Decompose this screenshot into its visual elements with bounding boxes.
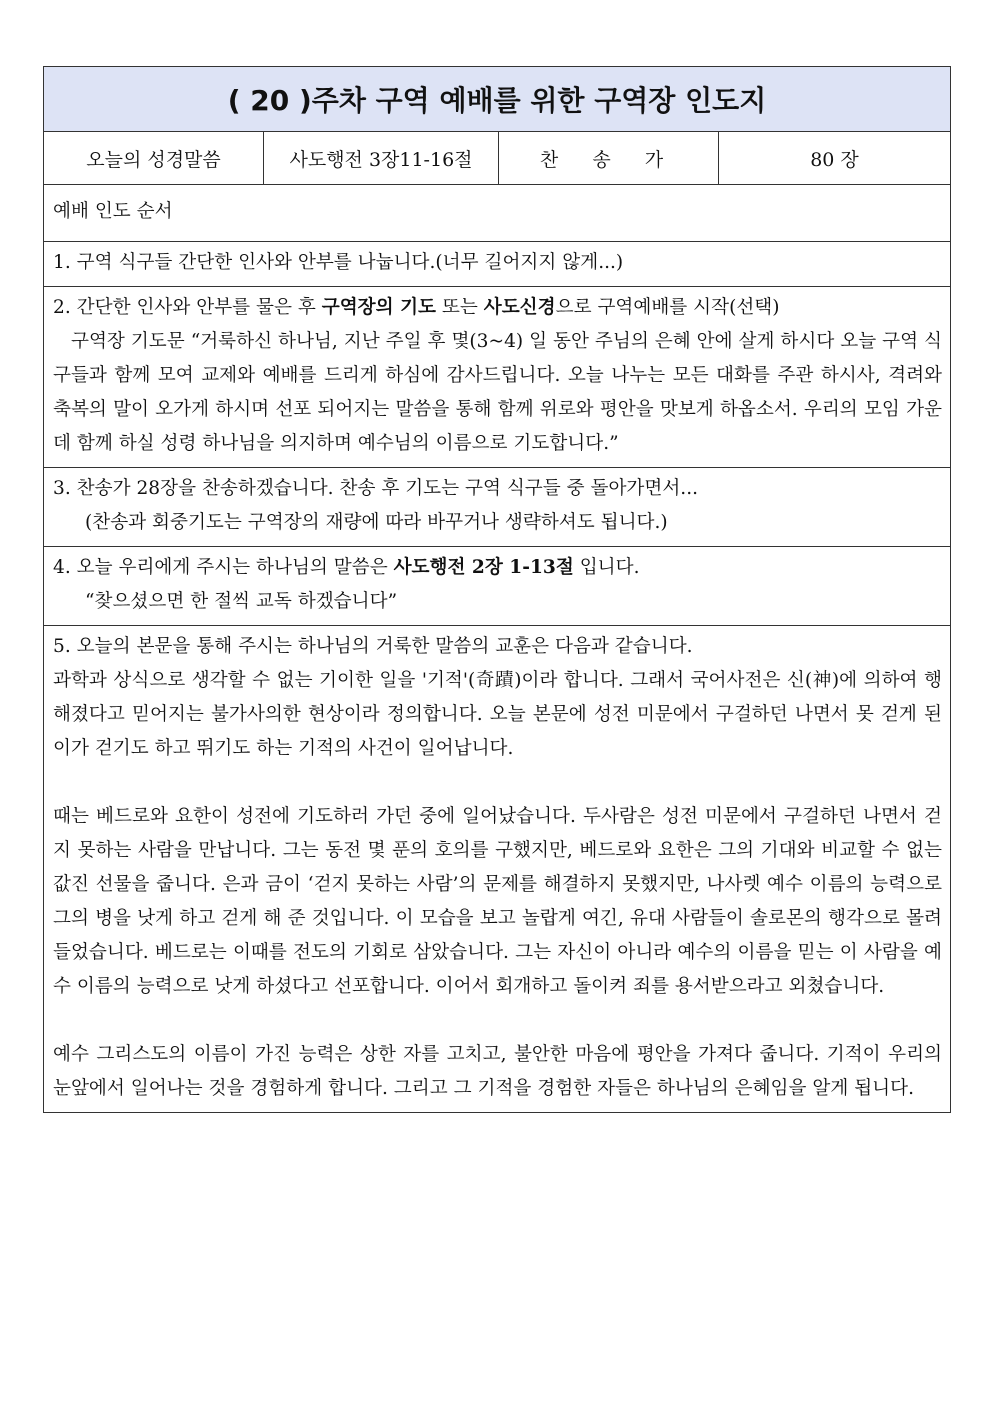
step-5 [44,626,950,1112]
spacer [53,766,942,800]
step-2-pre: 2. 간단한 인사와 안부를 물은 후 [53,297,322,318]
order-heading [44,185,950,242]
step-2-prayer-text: 구역장 기도문 “거룩하신 하나님, 지난 주일 후 몇(3~4) 일 동안 주님의 은혜 안에 살게 하시다 오늘 구역 식구들과 함께 모여 교제와 예배를 드리게 하심에 감사드립니다. 오늘 나누는 모든 대화를 주관 하시사, 격려와 축복의 말이 오가게 하시며 선포 되어지는 말씀을 통해 함께 위로와 평안을 맛보게 하옵소서. 우리의 모임 가운데 함께 하실 성령 하나님을 의지하며 예수님의 이름으로 기도합니다.” [53,331,942,454]
step-2-bold-prayer: 구역장의 기도 [321,297,436,318]
step-4-post: 입니다. [573,557,640,578]
spacer [53,1004,942,1038]
scripture-label: 오늘의 성경말씀 [44,132,264,184]
step-4-bold-scripture: 사도행전 2장 1-13절 [393,557,574,578]
step-1 [44,242,950,287]
step-5-intro: 5. 오늘의 본문을 통해 주시는 하나님의 거룩한 말씀의 교훈은 다음과 같습니다. [53,636,693,657]
page-title: ( 20 )주차 구역 예배를 위한 구역장 인도지 [44,67,950,132]
step-2 [44,287,950,468]
step-3-line2: (찬송과 회중기도는 구역장의 재량에 따라 바꾸거나 생략하셔도 됩니다.) [85,512,668,533]
info-row [44,132,950,185]
scripture-value: 사도행전 3장11-16절 [264,132,499,184]
order-heading-text: 예배 인도 순서 [53,201,173,222]
step-2-heading [53,291,942,325]
step-5-para3: 예수 그리스도의 이름이 가진 능력은 상한 자를 고치고, 불안한 마음에 평안을 가져다 줍니다. 기적이 우리의 눈앞에서 일어나는 것을 경험하게 합니다. 그리고 그 기적을 경험한 자들은 하나님의 은혜임을 알게 됩니다. [53,1044,942,1099]
step-4 [44,547,950,626]
step-1-text: 1. 구역 식구들 간단한 인사와 안부를 나눕니다.(너무 길어지지 않게...) [53,252,624,273]
step-3-line1: 3. 찬송가 28장을 찬송하겠습니다. 찬송 후 기도는 구역 식구들 중 돌아가면서... [53,478,699,499]
step-2-bold-creed: 사도신경 [483,297,556,318]
hymn-label: 찬 송 가 [499,132,719,184]
step-2-post: 으로 구역예배를 시작(선택) [555,297,780,318]
step-4-pre: 4. 오늘 우리에게 주시는 하나님의 말씀은 [53,557,394,578]
step-3 [44,468,950,547]
step-2-mid: 또는 [436,297,484,318]
hymn-value: 80 장 [810,148,859,171]
worship-guide-table [43,66,951,1113]
step-5-para1: 과학과 상식으로 생각할 수 없는 기이한 일을 '기적'(奇蹟)이라 합니다. 그래서 국어사전은 신(神)에 의하여 행해졌다고 믿어지는 불가사의한 현상이라 정의합니다. 오늘 본문에 성전 미문에서 구걸하던 나면서 못 걷게 된 이가 걷기도 하고 뛰기도 하는 기적의 사건이 일어납니다. [53,670,942,759]
step-5-para2: 때는 베드로와 요한이 성전에 기도하러 가던 중에 일어났습니다. 두사람은 성전 미문에서 구걸하던 나면서 걷지 못하는 사람을 만납니다. 그는 동전 몇 푼의 호의를 구했지만, 베드로와 요한은 그의 기대와 비교할 수 없는 값진 선물을 줍니다. 은과 금이 ‘걷지 못하는 사람’의 문제를 해결하지 못했지만, 나사렛 예수 이름의 능력으로 그의 병을 낫게 하고 걷게 해 준 것입니다. 이 모습을 보고 놀랍게 여긴, 유대 사람들이 솔로몬의 행각으로 몰려들었습니다. 베드로는 이때를 전도의 기회로 삼았습니다. 그는 자신이 아니라 예수의 이름을 믿는 이 사람을 예수 이름의 능력으로 낫게 하셨다고 선포합니다. 이어서 회개하고 돌이켜 죄를 용서받으라고 외쳤습니다. [53,806,942,997]
step-4-line1 [53,551,942,585]
step-2-prayer [53,325,942,461]
step-4-line2: “찾으셨으면 한 절씩 교독 하겠습니다” [85,591,398,612]
